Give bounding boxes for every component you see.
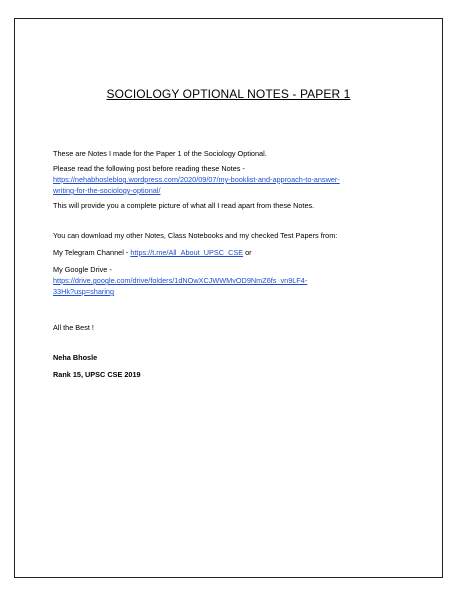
read-post-link-line1[interactable]: https://nehabhosleblog.wordpress.com/2020/09/07/my-booklist-and-approach-to-answer-: [53, 175, 340, 184]
document-body: [53, 148, 425, 380]
document-page: [14, 18, 443, 578]
telegram-or: or: [243, 248, 252, 257]
drive-link-line1[interactable]: https://drive.google.com/drive/folders/1dNOwXCJWWMvOD9NmZ6fs_vn9LF4-: [53, 276, 308, 285]
telegram-label: My Telegram Channel -: [53, 248, 131, 257]
intro-text: These are Notes I made for the Paper 1 of the Sociology Optional.: [53, 149, 267, 158]
read-post-text: Please read the following post before reading these Notes -: [53, 164, 245, 173]
author-rank: Rank 15, UPSC CSE 2019: [53, 370, 141, 379]
telegram-link[interactable]: https://t.me/All_About_UPSC_CSE: [130, 248, 244, 257]
read-post-link[interactable]: [53, 174, 425, 196]
drive-link-line2[interactable]: 33Hk?usp=sharing: [53, 287, 115, 296]
complete-picture-text: This will provide you a complete picture of what all I read apart from these Notes.: [53, 201, 315, 210]
all-the-best-text: All the Best !: [53, 323, 94, 332]
author-name: Neha Bhosle: [53, 353, 98, 362]
document-title: SOCIOLOGY OPTIONAL NOTES - PAPER 1: [106, 87, 351, 101]
drive-label: My Google Drive -: [53, 265, 112, 274]
telegram-line: [53, 247, 425, 258]
download-text: You can download my other Notes, Class Notebooks and my checked Test Papers from:: [53, 231, 338, 240]
read-post-link-line2[interactable]: writing-for-the-sociology-optional/: [53, 186, 161, 195]
drive-link[interactable]: [53, 275, 425, 297]
